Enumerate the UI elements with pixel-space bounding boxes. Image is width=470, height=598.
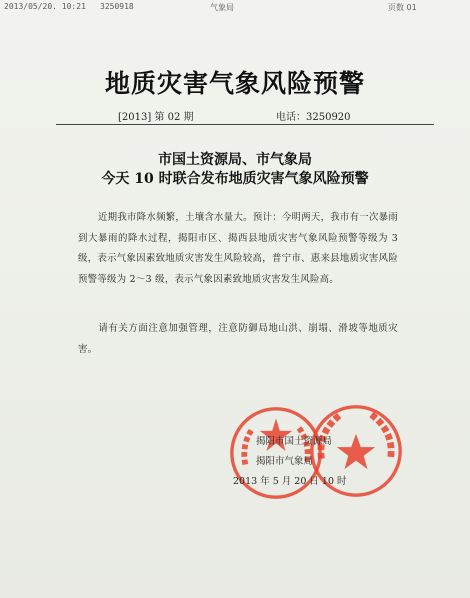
title-divider bbox=[56, 124, 434, 125]
paragraph-text: 近期我市降水频繁，土壤含水量大。预计：今明两天，我市有一次暴雨到大暴雨的降水过程，揭阳市区、揭西县地质灾害气象风险预警等级为 3 级，表示气象因素致地质灾害发生风险较高，普宁市、惠来县地质灾害风险预警等级为 2～3 级，表示气象因素致地质灾害发生风险高。 bbox=[78, 212, 398, 285]
signer-meteorological: 揭阳市气象局 bbox=[256, 456, 314, 467]
body-paragraph bbox=[78, 208, 398, 290]
document-title: 地质灾害气象风险预警 bbox=[104, 69, 365, 98]
signer-land-resources: 揭阳市国土资源局 bbox=[256, 436, 333, 447]
fax-header bbox=[0, 2, 470, 16]
issue-number: [2013] 第 02 期 bbox=[118, 112, 194, 123]
subtitle-issuers: 市国土资源局、市气象局 bbox=[158, 152, 312, 168]
subtitle-announcement: 今天 10 时联合发布地质灾害气象风险预警 bbox=[101, 171, 369, 187]
fax-number: 3250918 bbox=[100, 2, 134, 11]
fax-page-count: 页数 01 bbox=[388, 3, 417, 12]
fax-sender: 气象局 bbox=[210, 3, 234, 12]
body-paragraph bbox=[78, 319, 398, 360]
fax-datetime: 2013/05/20. 10:21 bbox=[4, 2, 86, 11]
paragraph-text: 请有关方面注意加强管理，注意防御局地山洪、崩塌、滑坡等地质灾害。 bbox=[78, 323, 398, 355]
issue-date: 2013 年 5 月 20 日 10 时 bbox=[233, 476, 347, 487]
phone-number: 电话：3250920 bbox=[276, 112, 351, 123]
